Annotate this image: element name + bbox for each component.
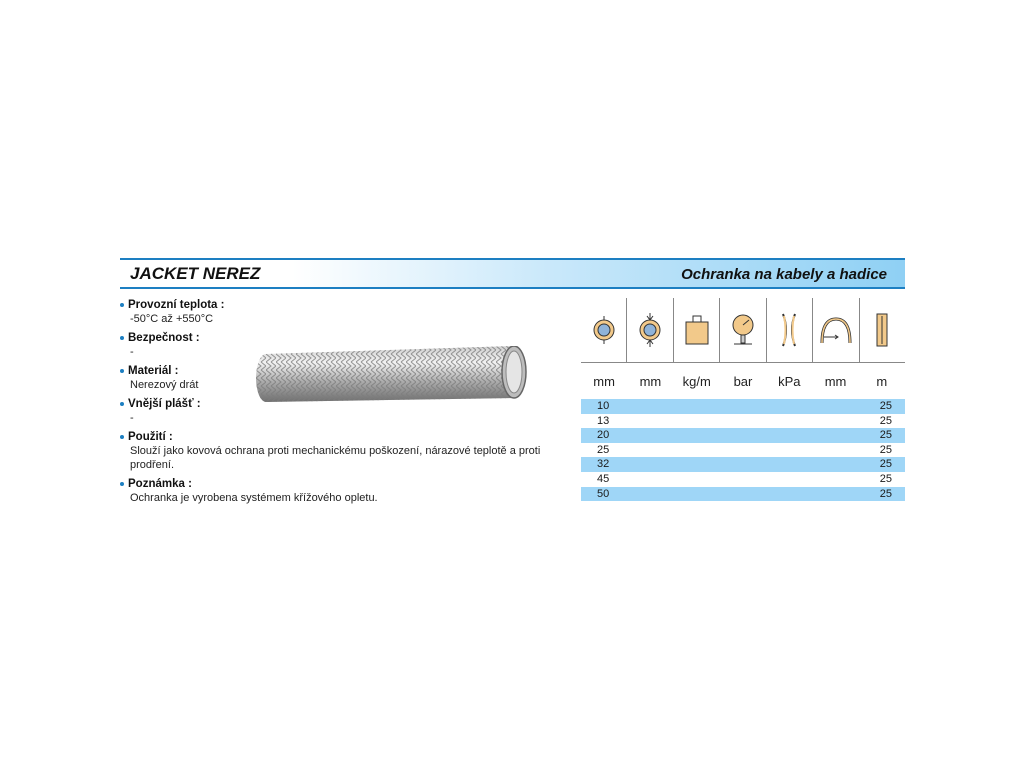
- property-label: Poznámka :: [128, 478, 192, 490]
- unit-bend-radius: mm: [824, 373, 847, 389]
- braided-hose-image: [256, 346, 528, 402]
- cell-length: 25: [879, 472, 892, 485]
- property-value: Ochranka je vyrobena systémem křížového opletu.: [130, 492, 378, 504]
- table-icon-header: [581, 298, 905, 363]
- bullet-icon: [120, 303, 124, 307]
- cell-diameter: 25: [597, 443, 610, 456]
- property-note: [120, 477, 560, 505]
- dimensions-table: [581, 298, 905, 501]
- product-sheet: [120, 258, 905, 518]
- property-usage: [120, 430, 560, 472]
- unit-length: m: [876, 373, 888, 389]
- property-value: -: [130, 412, 134, 424]
- table-row: [581, 443, 905, 458]
- property-label: Bezpečnost :: [128, 332, 200, 344]
- cell-diameter: 50: [597, 487, 610, 500]
- cell-length: 25: [879, 400, 892, 412]
- property-value: -50°C až +550°C: [130, 313, 214, 325]
- bend-radius-icon: [812, 298, 858, 362]
- header-bottom-rule: [120, 287, 905, 289]
- unit-vacuum: kPa: [778, 373, 801, 389]
- table-row: [581, 428, 905, 443]
- cell-length: 25: [879, 443, 892, 456]
- product-subtitle: Ochranka na kabely a hadice: [681, 266, 887, 283]
- property-label: Použití :: [128, 431, 173, 443]
- pressure-gauge-icon: [719, 298, 765, 362]
- table-row: [581, 472, 905, 487]
- unit-pressure: bar: [733, 373, 753, 389]
- unit-weight: kg/m: [682, 373, 711, 389]
- vacuum-icon: [766, 298, 812, 362]
- cell-length: 25: [879, 487, 892, 500]
- cell-diameter: 32: [597, 458, 610, 471]
- table-rows: [581, 399, 905, 501]
- property-value: -: [130, 346, 134, 358]
- table-row: [581, 457, 905, 472]
- property-label: Vnější plášť :: [128, 398, 201, 410]
- bullet-icon: [120, 336, 124, 340]
- property-value: Slouží jako kovová ochrana proti mechanickému poškození, nárazové teplotě a proti prodření.: [130, 445, 541, 471]
- cell-diameter: 13: [597, 414, 610, 427]
- product-title: JACKET NEREZ: [130, 264, 261, 283]
- property-label: Provozní teplota :: [128, 299, 225, 311]
- bullet-icon: [120, 369, 124, 373]
- unit-inner-diameter: mm: [593, 373, 615, 389]
- inner-diameter-icon: [581, 298, 626, 362]
- cell-diameter: 45: [597, 472, 610, 485]
- length-icon: [859, 298, 905, 362]
- cell-diameter: 20: [597, 429, 610, 442]
- cell-length: 25: [879, 458, 892, 471]
- bullet-icon: [120, 402, 124, 406]
- table-row: [581, 414, 905, 429]
- property-operating-temperature: [120, 298, 560, 326]
- table-row: [581, 487, 905, 502]
- table-unit-row: [581, 363, 905, 399]
- bullet-icon: [120, 482, 124, 486]
- bullet-icon: [120, 435, 124, 439]
- cell-length: 25: [879, 414, 892, 427]
- table-row: [581, 399, 905, 414]
- property-value: Nerezový drát: [130, 379, 199, 391]
- cell-diameter: 10: [597, 400, 610, 412]
- weight-icon: [673, 298, 719, 362]
- cell-length: 25: [879, 429, 892, 442]
- properties-list: [120, 298, 560, 510]
- property-label: Materiál :: [128, 365, 179, 377]
- outer-diameter-icon: [626, 298, 672, 362]
- unit-outer-diameter: mm: [639, 373, 662, 389]
- header-bar: [120, 260, 905, 287]
